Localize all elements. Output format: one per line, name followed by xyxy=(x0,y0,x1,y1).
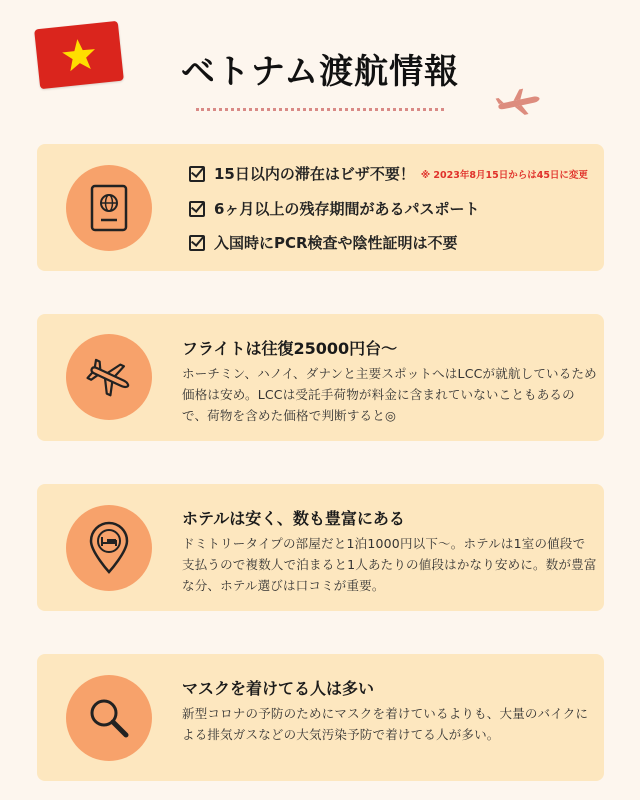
hotel-pin-icon xyxy=(87,521,131,575)
entry-item-text: 15日以内の滞在はビザ不要！ xyxy=(214,165,415,183)
magnifier-icon xyxy=(87,696,131,740)
airplane-icon xyxy=(494,88,542,118)
entry-item-pcr xyxy=(189,232,458,253)
hotel-body: ドミトリータイプの部屋だと1泊1000円以下〜。ホテルは1室の値段で支払うので複数人で泊まると1人あたりの値段はかなり安めに。数が豊富な分、ホテル選びは口コミが重要。 xyxy=(182,536,597,593)
airplane-icon xyxy=(84,352,134,402)
page-title: ベトナム渡航情報 xyxy=(180,52,460,92)
magnifier-icon-circle xyxy=(66,675,152,761)
checkbox-icon xyxy=(189,201,205,217)
title-divider xyxy=(196,108,444,111)
mask-body: 新型コロナの予防のためにマスクを着けているよりも、大量のバイクによる排気ガスなどの大気汚染予防で着けてる人が多い。 xyxy=(182,706,589,742)
hotel-title: ホテルは安く、数も豊富にある xyxy=(182,509,405,528)
flight-body: ホーチミン、ハノイ、ダナンと主要スポットへはLCCが就航しているため価格は安め。LCCは受託手荷物が料金に含まれていないこともあるので、荷物を含めた価格で判断すると◎ xyxy=(182,366,597,423)
passport-icon xyxy=(89,183,129,233)
entry-item-text: 入国時にPCR検査や陰性証明は不要 xyxy=(214,234,458,252)
flight-card xyxy=(37,314,604,441)
airplane-icon-circle xyxy=(66,334,152,420)
passport-icon-circle xyxy=(66,165,152,251)
entry-item-note: ※ 2023年8月15日からは45日に変更 xyxy=(420,169,588,181)
checkbox-icon xyxy=(189,166,205,182)
mask-title: マスクを着けてる人は多い xyxy=(182,679,375,698)
entry-item-text: 6ヶ月以上の残存期間があるパスポート xyxy=(214,200,480,218)
hotel-icon-circle xyxy=(66,505,152,591)
checkbox-icon xyxy=(189,235,205,251)
flight-title: フライトは往復25000円台〜 xyxy=(182,339,398,358)
mask-card xyxy=(37,654,604,781)
hotel-card xyxy=(37,484,604,611)
entry-item-passport xyxy=(189,198,479,219)
entry-item-visa xyxy=(189,163,588,184)
entry-requirements-card xyxy=(37,144,604,271)
